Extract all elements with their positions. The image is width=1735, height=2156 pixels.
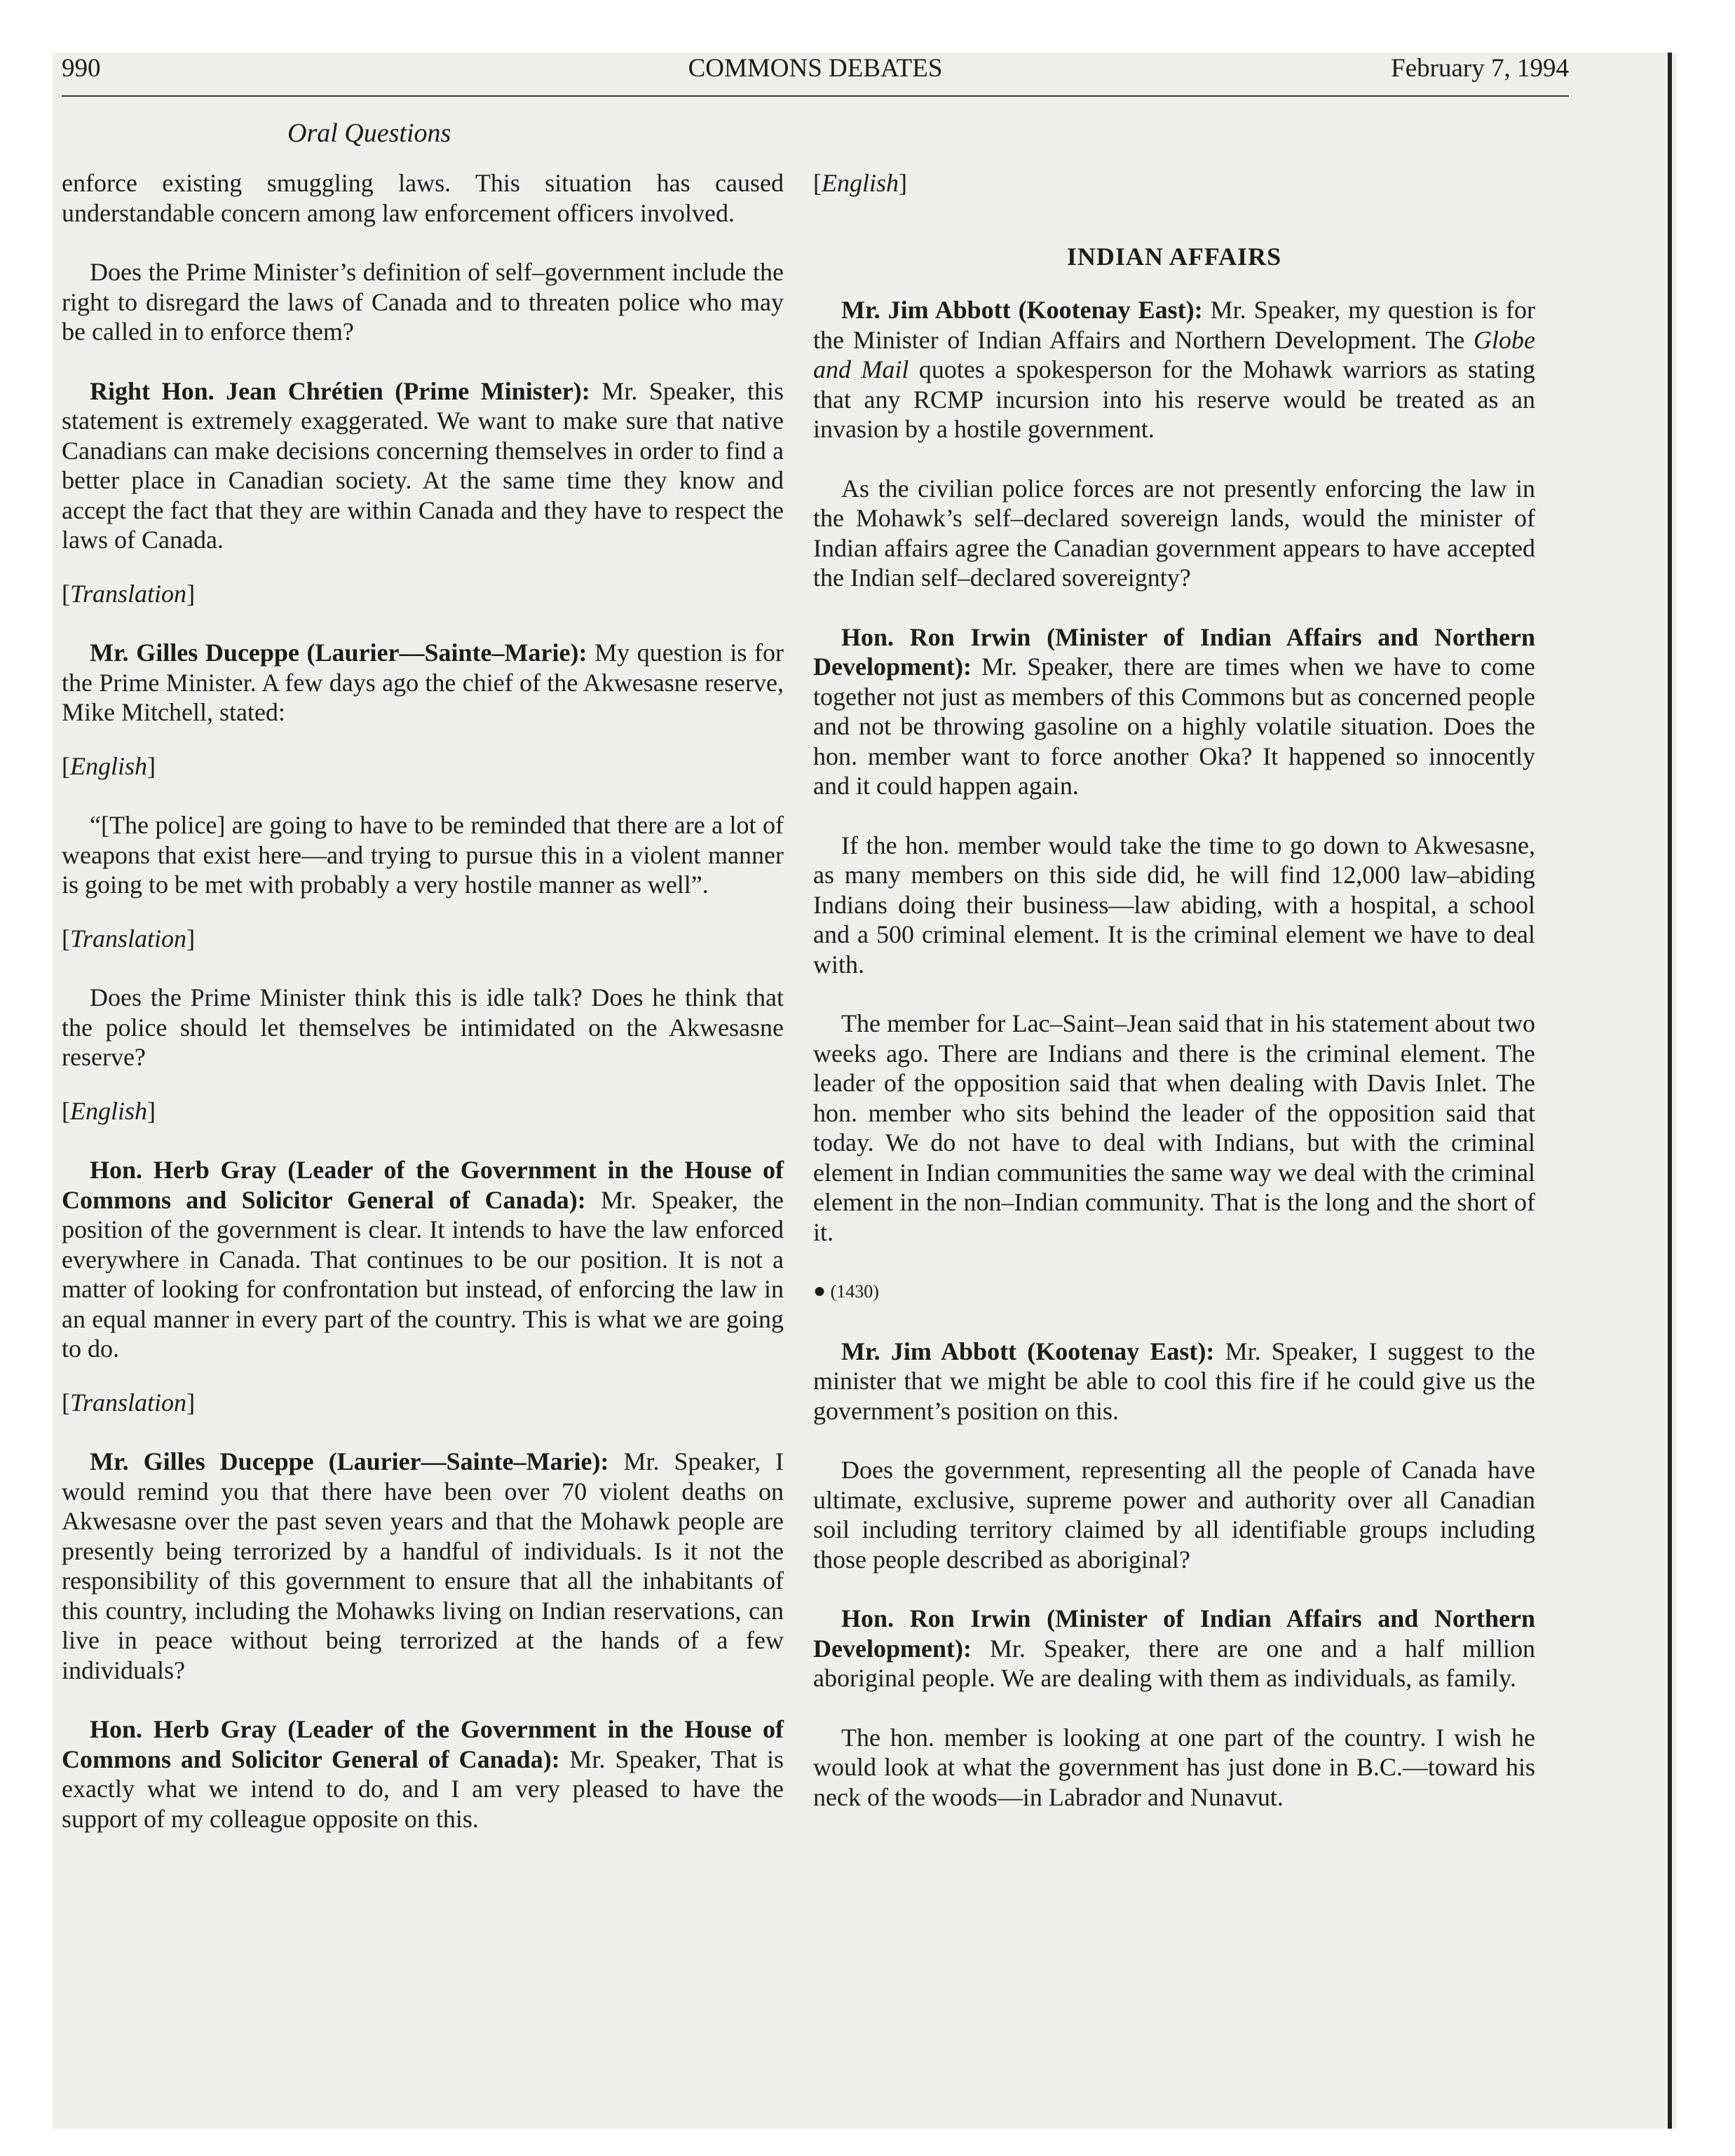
- left-column: [62, 168, 784, 1834]
- speaker-name: Right Hon. Jean Chrétien (Prime Minister):: [90, 376, 590, 405]
- paragraph: Does the Prime Minister think this is idle talk? Does he think that the police should let themselves be intimidated on the Akwesasne reserve?: [62, 983, 784, 1071]
- speech: [62, 638, 784, 728]
- publication-date: February 7, 1994: [1391, 54, 1569, 83]
- speech: [813, 295, 1535, 444]
- speech-text: Mr. Speaker, I would remind you that there have been over 70 violent deaths on Akwesasne over the past seven years and that the Mohawk people are presently being terrorized by a handful of individuals. Is it not the responsibility of this government to ensure that all the inhabitants of this country, including the Mohawks living on Indian reservations, can live in peace without being terrorized at the hands of a few individuals?: [62, 1447, 784, 1684]
- timestamp: (1430): [830, 1281, 879, 1302]
- language-note: [62, 1388, 784, 1418]
- language-label: [ Translation ]: [62, 1389, 195, 1417]
- language-label: [ English ]: [62, 752, 156, 780]
- speech: [813, 622, 1535, 801]
- language-label: [ Translation ]: [62, 925, 195, 953]
- speech-text: Mr. Speaker, That is exactly what we intend to do, and I am very pleased to have the support of my colleague opposite on this.: [62, 1745, 784, 1833]
- language-label: [ Translation ]: [62, 580, 195, 608]
- speech: [62, 1714, 784, 1834]
- language-note: [62, 924, 784, 954]
- speech-text: Mr. Speaker, there are times when we have to come together not just as members of this Commons but as concerned people and not be throwing gasoline on a highly volatile situation. Does the hon. member want to force another Oka? It happened so innocently and it could happen again.: [813, 653, 1535, 800]
- newspaper-title: Globe and Mail: [813, 325, 1535, 383]
- speaker-name: Mr. Gilles Duceppe (Laurier—Sainte–Marie):: [90, 1447, 609, 1475]
- speaker-name: Mr. Gilles Duceppe (Laurier—Sainte–Marie):: [90, 639, 587, 667]
- speech: [62, 376, 784, 555]
- speaker-name: Hon. Ron Irwin (Minister of Indian Affairs and Northern Development):: [813, 1604, 1535, 1663]
- language-note: [62, 751, 784, 782]
- speaker-name: Hon. Herb Gray (Leader of the Government in the House of Commons and Solicitor General of Canada):: [62, 1715, 784, 1773]
- speech: [813, 1604, 1535, 1693]
- right-column: [813, 168, 1535, 1812]
- language-note: [62, 1096, 784, 1126]
- binding-edge: [1668, 53, 1672, 2129]
- paragraph: Does the government, representing all the people of Canada have ultimate, exclusive, supreme power and authority over all Canadian soil including territory claimed by all identifiable groups including those people described as aboriginal?: [813, 1456, 1535, 1574]
- paragraph: The member for Lac–Saint–Jean said that in his statement about two weeks ago. There are Indians and there is the criminal element. The leader of the opposition said that when dealing with Davis Inlet. The hon. member who sits behind the leader of the opposition said that today. We do not have to deal with Indians, but with the criminal element in Indian communities the same way we deal with the criminal element in the non–Indian community. That is the long and the short of it.: [813, 1009, 1535, 1246]
- quotation: “[The police] are going to have to be reminded that there are a lot of weapons that exist here—and trying to pursue this in a violent manner is going to be met with probably a very hostile manner as well”.: [62, 811, 784, 899]
- speaker-name: Hon. Herb Gray (Leader of the Government in the House of Commons and Solicitor General of Canada):: [62, 1156, 784, 1214]
- speech: [62, 1155, 784, 1364]
- speech-text: Mr. Speaker, there are one and a half million aboriginal people. We are dealing with them as individuals, as family.: [813, 1634, 1535, 1692]
- speaker-name: Hon. Ron Irwin (Minister of Indian Affairs and Northern Development):: [813, 622, 1535, 681]
- speaker-name: Mr. Jim Abbott (Kootenay East):: [841, 296, 1203, 324]
- paragraph: enforce existing smuggling laws. This situation has caused understandable concern among law enforcement officers involved.: [62, 169, 784, 227]
- language-label: [ English ]: [62, 1097, 156, 1125]
- speech-text: Mr. Speaker, the position of the government is clear. It intends to have the law enforced everywhere in Canada. That continues to be our position. It is not a matter of looking for confrontation but instead, of enforcing the law in an equal manner in every part of the country. This is what we are going to do.: [62, 1185, 784, 1363]
- section-label: Oral Questions: [287, 118, 451, 148]
- speech-text: My question is for the Prime Minister. A few days ago the chief of the Akwesasne reserve, Mike Mitchell, stated:: [62, 639, 784, 726]
- speech: [813, 1337, 1535, 1426]
- paragraph: Does the Prime Minister’s definition of self–government include the right to disregard the laws of Canada and to threaten police who may be called in to enforce them?: [62, 258, 784, 346]
- section-heading: INDIAN AFFAIRS: [1066, 242, 1282, 271]
- paragraph: As the civilian police forces are not presently enforcing the law in the Mohawk’s self–declared sovereign lands, would the minister of Indian affairs agree the Canadian government appears to have accepted the Indian self–declared sovereignty?: [813, 474, 1535, 592]
- speech-text: Mr. Speaker, my question is for the Minister of Indian Affairs and Northern Development. The: [813, 296, 1536, 354]
- speech-text: quotes a spokesperson for the Mohawk warriors as stating that any RCMP incursion into his reserve would be treated as an invasion by a hostile government.: [813, 355, 1535, 443]
- publication-title: COMMONS DEBATES: [688, 54, 943, 83]
- paragraph: The hon. member is looking at one part of the country. I wish he would look at what the government has just done in B.C.—toward his neck of the woods—in Labrador and Nunavut.: [813, 1723, 1535, 1811]
- paragraph: If the hon. member would take the time to go down to Akwesasne, as many members on this side did, he will find 12,000 law–abiding Indians doing their business—law abiding, with a hospital, a school and a 500 criminal element. It is the criminal element we have to deal with.: [813, 831, 1535, 978]
- language-label: [ English ]: [813, 169, 907, 197]
- language-note: [813, 168, 1535, 198]
- speech-text: Mr. Speaker, I suggest to the minister that we might be able to cool this fire if he could give us the government’s position on this.: [813, 1337, 1535, 1425]
- running-header: [62, 53, 1569, 97]
- speech: [62, 1447, 784, 1685]
- bullet-icon: ●: [813, 1279, 826, 1302]
- page-number: 990: [62, 54, 101, 83]
- language-note: [62, 579, 784, 609]
- speech-text: Mr. Speaker, this statement is extremely exaggerated. We want to make sure that native Canadians can make decisions concerning themselves in order to find a better place in Canadian society. At the same time they know and accept the fact that they are within Canada and they have to respect the laws of Canada.: [62, 376, 784, 554]
- timestamp-marker: [813, 1276, 1535, 1307]
- speaker-name: Mr. Jim Abbott (Kootenay East):: [841, 1337, 1215, 1365]
